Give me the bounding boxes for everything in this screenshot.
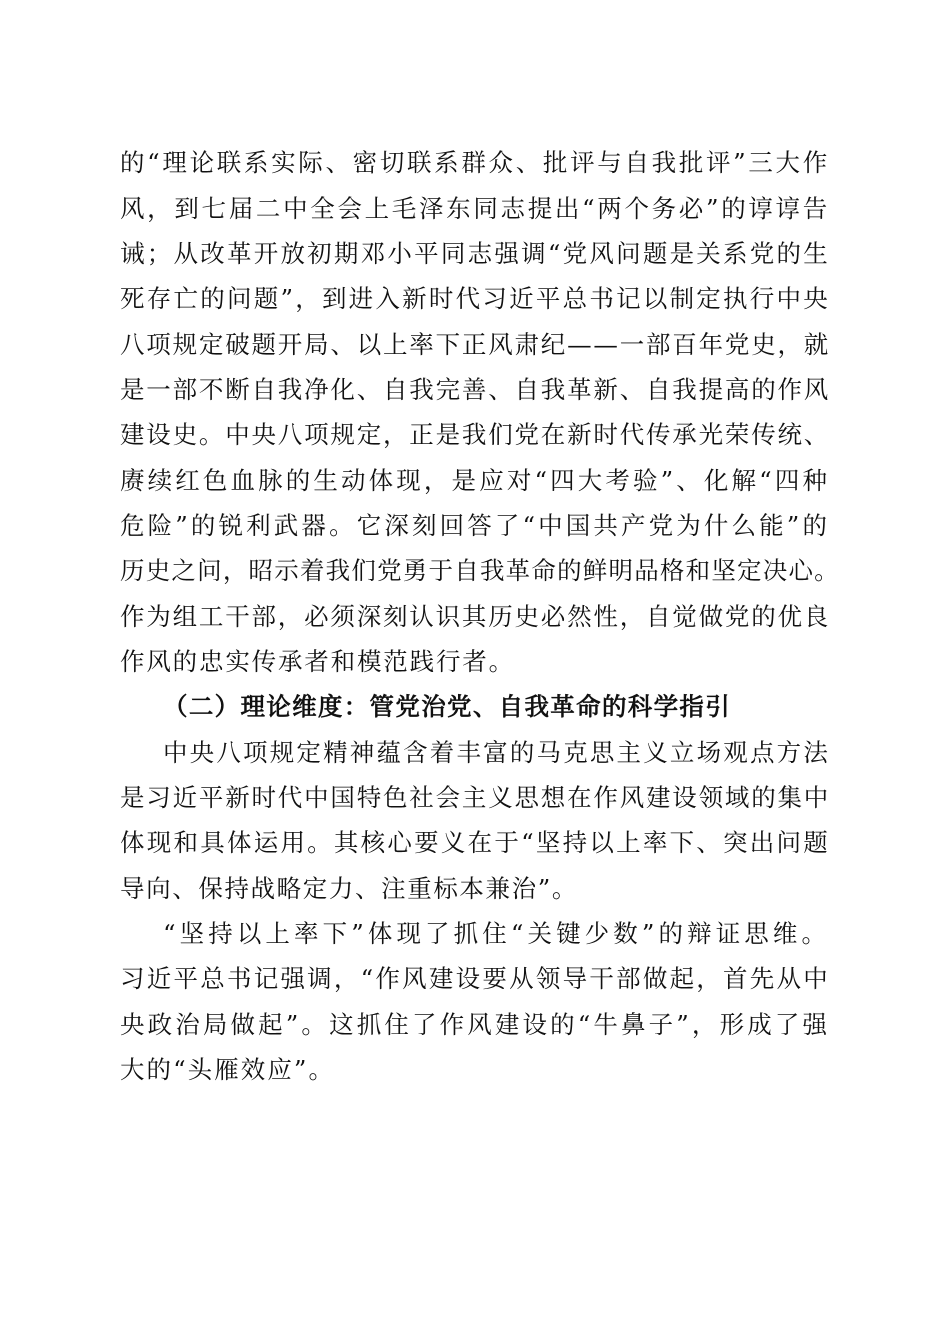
paragraph-line: 导向、保持战略定力、注重标本兼治”。 xyxy=(120,874,579,903)
paragraph-line: “坚持以上率下”体现了抓住“关键少数”的辩证思维。 xyxy=(163,919,831,948)
paragraph-line: 大的“头雁效应”。 xyxy=(120,1055,335,1084)
paragraph-line: 作风的忠实传承者和模范践行者。 xyxy=(120,647,515,676)
section-heading: （二）理论维度：管党治党、自我革命的科学指引 xyxy=(163,692,732,721)
paragraph-line: 是习近平新时代中国特色社会主义思想在作风建设领域的集中 xyxy=(120,783,831,812)
paragraph-line: 是一部不断自我净化、自我完善、自我革新、自我提高的作风 xyxy=(120,375,831,404)
paragraph-line: 央政治局做起”。这抓住了作风建设的“牛鼻子”，形成了强 xyxy=(120,1010,831,1039)
paragraph-line: 八项规定破题开局、以上率下正风肃纪——一部百年党史，就 xyxy=(120,330,831,359)
paragraph-line: 的“理论联系实际、密切联系群众、批评与自我批评”三大作 xyxy=(120,148,830,177)
paragraph-line: 体现和具体运用。其核心要义在于“坚持以上率下、突出问题 xyxy=(120,828,831,857)
paragraph-line: 危险”的锐利武器。它深刻回答了“中国共产党为什么能”的 xyxy=(120,511,831,540)
paragraph-line: 风，到七届二中全会上毛泽东同志提出“两个务必”的谆谆告 xyxy=(120,194,830,223)
paragraph-line: 赓续红色血脉的生动体现，是应对“四大考验”、化解“四种 xyxy=(120,466,831,495)
paragraph-line: 诫；从改革开放初期邓小平同志强调“党风问题是关系党的生 xyxy=(120,239,831,268)
paragraph-line: 作为组工干部，必须深刻认识其历史必然性，自觉做党的优良 xyxy=(120,602,831,631)
paragraph-line: 建设史。中央八项规定，正是我们党在新时代传承光荣传统、 xyxy=(120,420,831,449)
paragraph-line: 中央八项规定精神蕴含着丰富的马克思主义立场观点方法 xyxy=(163,738,830,767)
paragraph-line: 习近平总书记强调，“作风建设要从领导干部做起，首先从中 xyxy=(120,964,831,993)
paragraph-line: 死存亡的问题”，到进入新时代习近平总书记以制定执行中央 xyxy=(120,284,831,313)
paragraph-line: 历史之问，昭示着我们党勇于自我革命的鲜明品格和坚定决心。 xyxy=(120,556,840,585)
